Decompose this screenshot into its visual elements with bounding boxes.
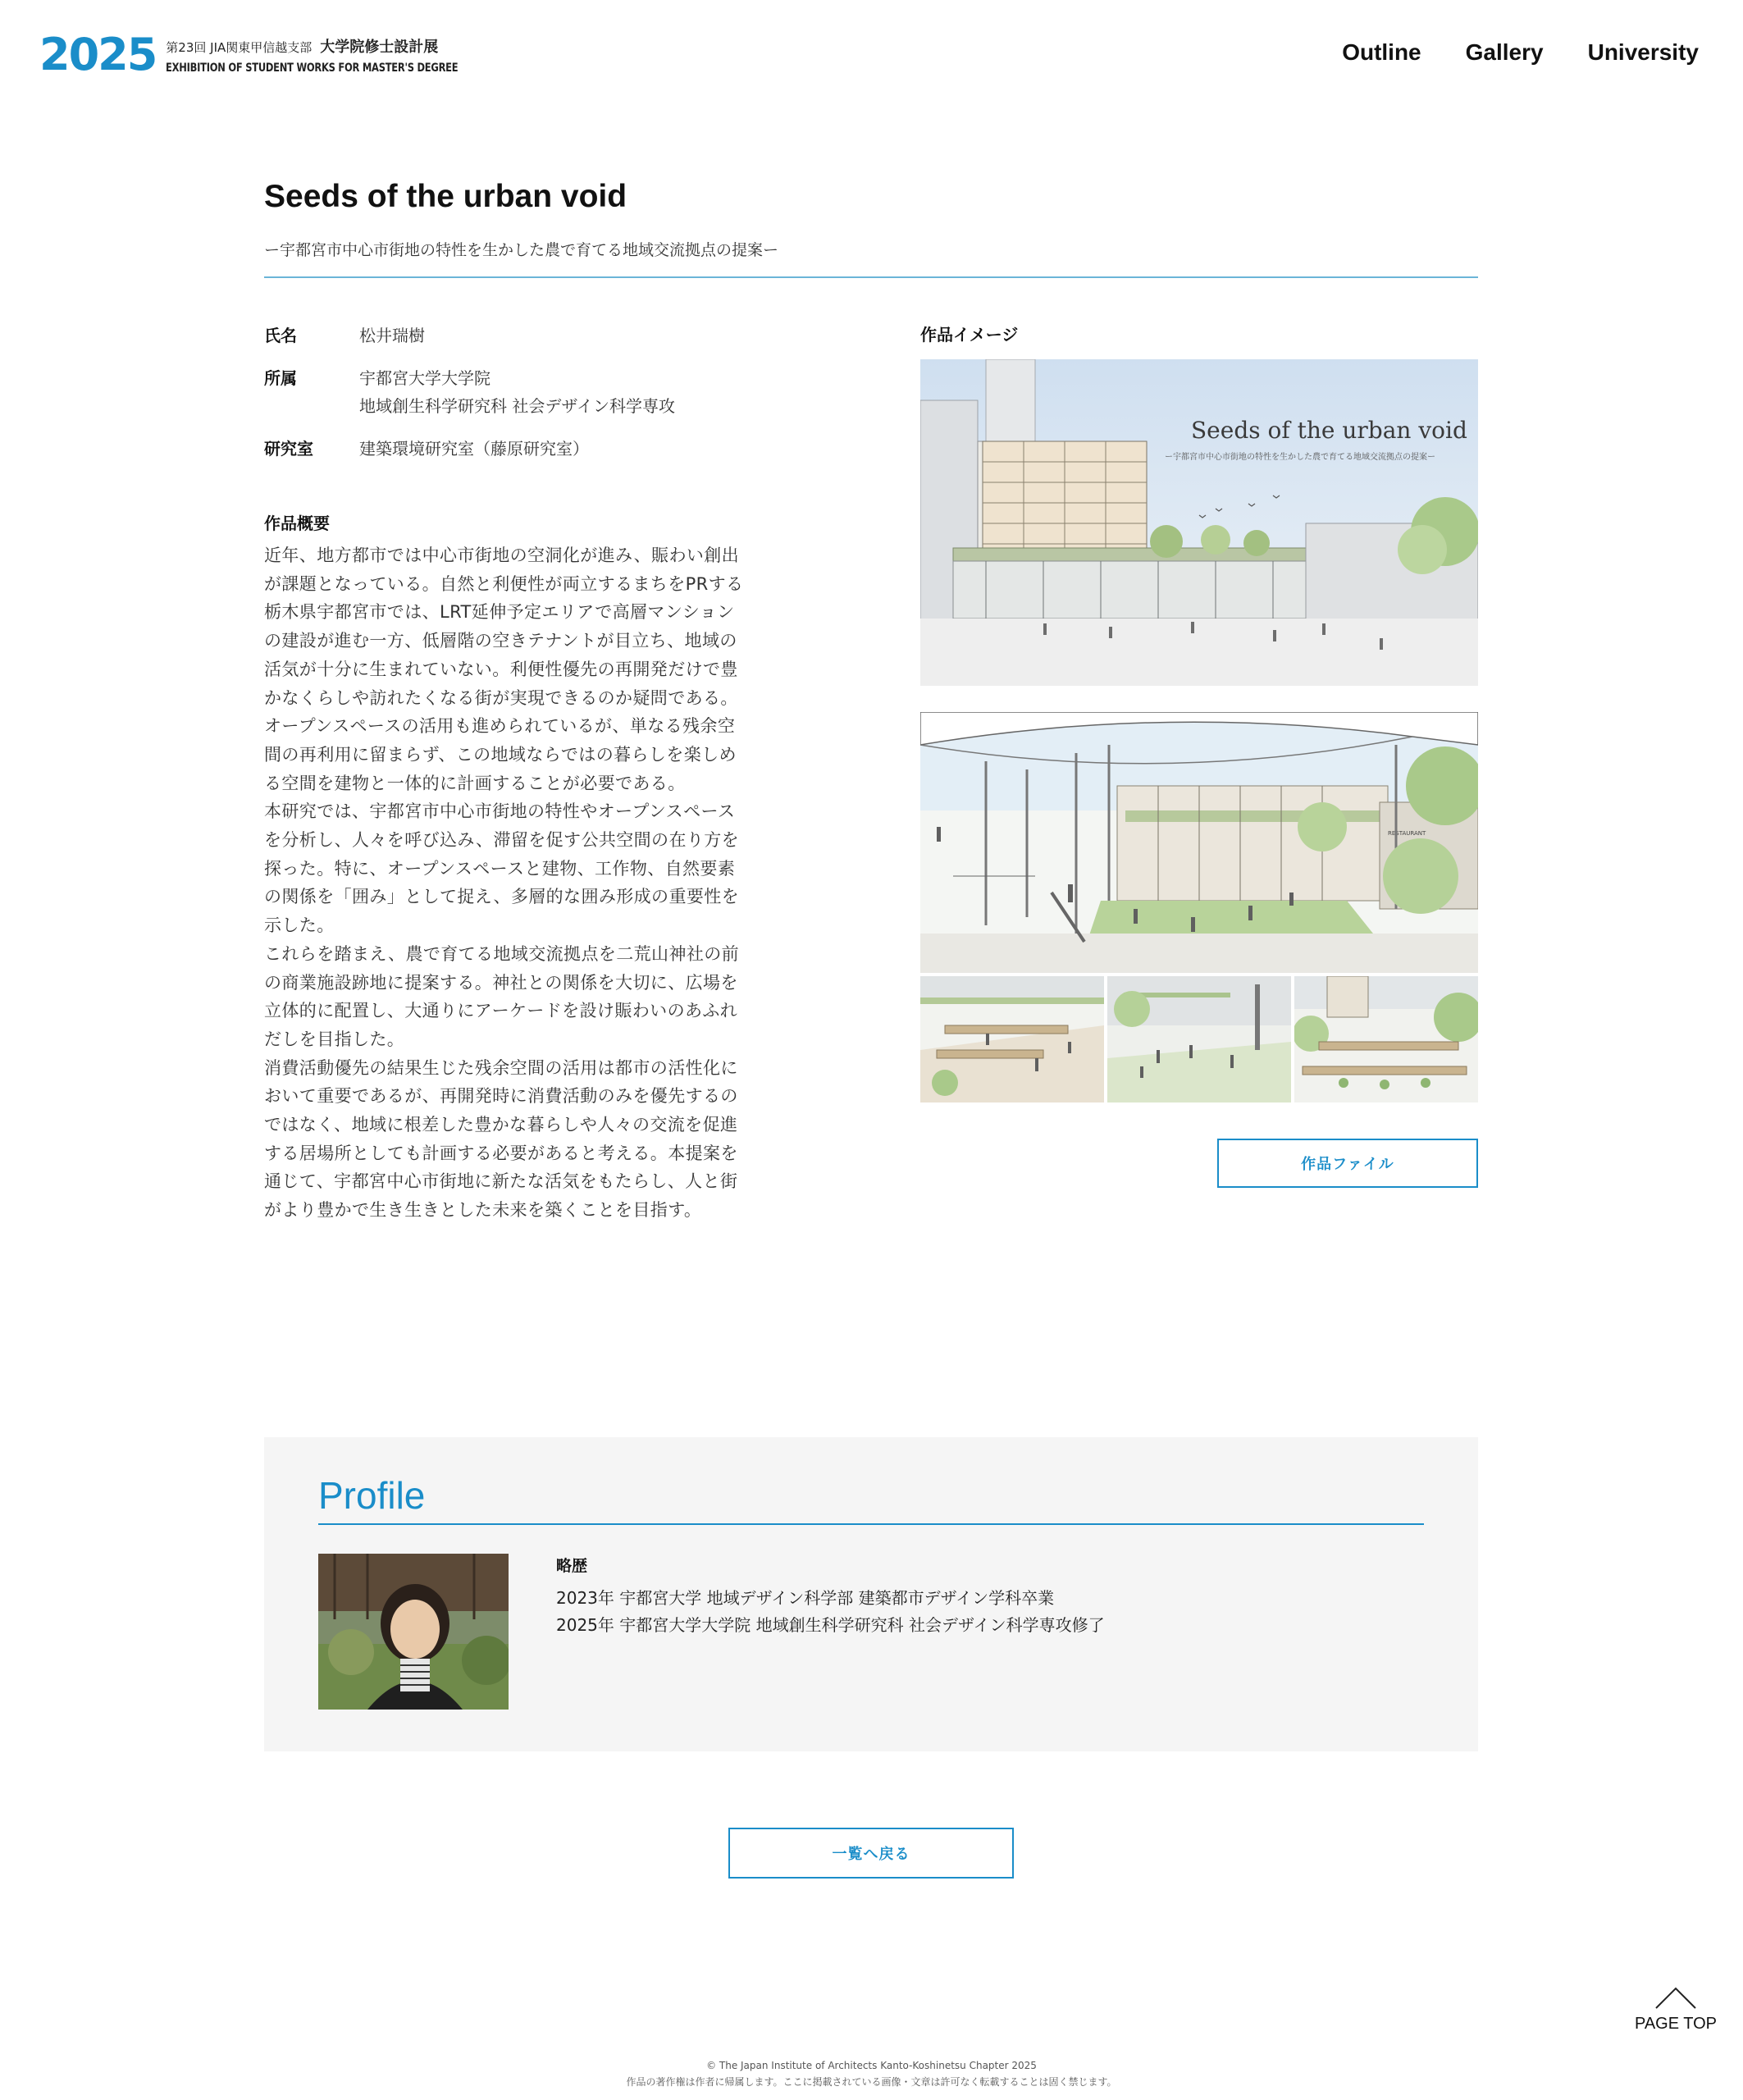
detail-illustration-1 <box>920 976 1104 1102</box>
affiliation-line2: 地域創生科学研究科 社会デザイン科学専攻 <box>359 396 675 416</box>
profile-section <box>264 1437 1478 1751</box>
logo-year: 2025 <box>39 29 157 80</box>
info-row-lab <box>264 435 756 463</box>
name-value: 松井瑞樹 <box>359 326 425 345</box>
summary-heading: 作品概要 <box>264 514 330 533</box>
exterior-overlay-subtitle: ー宇都宮市中心市街地の特性を生かした農で育てる地域交流拠点の提案ー <box>1165 453 1435 462</box>
nav-gallery[interactable]: Gallery <box>1465 39 1544 65</box>
logo-line2: EXHIBITION OF STUDENT WORKS FOR MASTER'S DEGREE <box>166 62 459 75</box>
site-header <box>0 0 1743 115</box>
logo-line1-text: 第23回 JIA関東甲信越支部 <box>166 40 313 55</box>
nav-university[interactable]: University <box>1587 39 1699 65</box>
info-row-name <box>264 322 756 349</box>
work-image-detail-2[interactable] <box>1107 976 1291 1102</box>
detail-illustration-2 <box>1107 976 1291 1102</box>
summary-paragraph: 本研究では、宇都宮市中心市街地の特性やオープンスペースを分析し、人々を呼び込み、滞留を促す公共空間の在り方を探った。特に、オープンスペースと建物、工作物、自然要素の関係を「囲み」として捉え、多層的な囲み形成の重要性を示した。 <box>264 801 740 936</box>
logo-text <box>166 35 522 75</box>
main-nav <box>1342 39 1699 66</box>
profile-divider <box>318 1523 1424 1525</box>
nav-outline[interactable]: Outline <box>1342 39 1421 65</box>
affiliation-line1: 宇都宮大学大学院 <box>359 368 491 388</box>
work-title: Seeds of the urban void <box>264 179 627 214</box>
exterior-overlay-title: Seeds of the urban void <box>1191 417 1467 444</box>
career-heading: 略歴 <box>556 1557 588 1575</box>
affiliation-label: 所属 <box>264 368 297 388</box>
avatar <box>318 1554 509 1710</box>
footer-notice: 作品の著作権は作者に帰属します。ここに掲載されている画像・文章は許可なく転載することは固く禁じます。 <box>626 2076 1117 2088</box>
page-top-button[interactable] <box>1631 1985 1721 2043</box>
profile-title: Profile <box>318 1474 426 1517</box>
title-divider <box>264 276 1478 278</box>
work-image-detail-3[interactable] <box>1294 976 1478 1102</box>
name-label: 氏名 <box>264 326 297 345</box>
back-to-list-button[interactable]: 一覧へ戻る <box>728 1828 1014 1879</box>
career-item: 2023年 宇都宮大学 地域デザイン科学部 建築都市デザイン学科卒業 <box>556 1588 1055 1608</box>
student-info <box>264 322 756 477</box>
footer-copyright: © The Japan Institute of Architects Kanto-Koshinetsu Chapter 2025 <box>706 2060 1037 2071</box>
restaurant-sign: RESTAURANT <box>1388 830 1426 837</box>
detail-illustration-3 <box>1294 976 1478 1102</box>
summary-paragraph: 消費活動優先の結果生じた残余空間の活用は都市の活性化において重要であるが、再開発時に消費活動のみを優先するのではなく、地域に根差した豊かな暮らしや人々の交流を促進する居場所としても計画する必要があると考える。本提案を通じて、宇都宮中心市街地に新たな活気をもたらし、人と街がより豊かで生き生きとした未来を築くことを目指す。 <box>264 1057 738 1221</box>
lab-value: 建築環境研究室（藤原研究室） <box>359 439 589 459</box>
chevron-up-icon <box>1654 1985 1697 2010</box>
site-logo[interactable] <box>39 29 522 80</box>
site-footer <box>0 2057 1743 2090</box>
work-image-exterior[interactable] <box>920 359 1478 686</box>
work-file-button[interactable]: 作品ファイル <box>1217 1139 1478 1188</box>
info-row-affiliation <box>264 364 756 420</box>
portrait-photo <box>318 1554 509 1710</box>
logo-line1-strong: 大学院修士設計展 <box>320 39 439 56</box>
work-image-courtyard[interactable] <box>920 712 1478 973</box>
career-item: 2025年 宇都宮大学大学院 地域創生科学研究科 社会デザイン科学専攻修了 <box>556 1615 1105 1635</box>
career-list <box>556 1585 1105 1639</box>
lab-label: 研究室 <box>264 439 313 459</box>
affiliation-value <box>359 364 675 420</box>
page-top-label: PAGE TOP <box>1634 2015 1718 2033</box>
work-image-detail-1[interactable] <box>920 976 1104 1102</box>
summary-paragraph: 近年、地方都市では中心市街地の空洞化が進み、賑わい創出が課題となっている。自然と利便性が両立するまちをPRする栃木県宇都宮市では、LRT延伸予定エリアで高層マンションの建設が進む一方、低層階の空きテナントが目立ち、地域の活気が十分に生まれていない。利便性優先の再開発だけで豊かなくらしや訪れたくなる街が実現できるのか疑問である。オープンスペースの活用も進められているが、単なる残余空間の再利用に留まらず、この地域ならではの暮らしを楽しめる空間を建物と一体的に計画することが必要である。 <box>264 546 744 793</box>
summary-paragraph: これらを踏まえ、農で育てる地域交流拠点を二荒山神社の前の商業施設跡地に提案する。神社との関係を大切に、広場を立体的に配置し、大通りにアーケードを設け賑わいのあふれだしを目指した。 <box>264 943 740 1049</box>
logo-line1 <box>166 35 522 57</box>
work-subtitle: ー宇都宮市中心市街地の特性を生かした農で育てる地域交流拠点の提案ー <box>264 241 779 259</box>
image-heading: 作品イメージ <box>920 325 1019 345</box>
summary-text <box>264 541 748 1225</box>
courtyard-illustration <box>920 712 1478 973</box>
exterior-illustration <box>920 359 1478 686</box>
